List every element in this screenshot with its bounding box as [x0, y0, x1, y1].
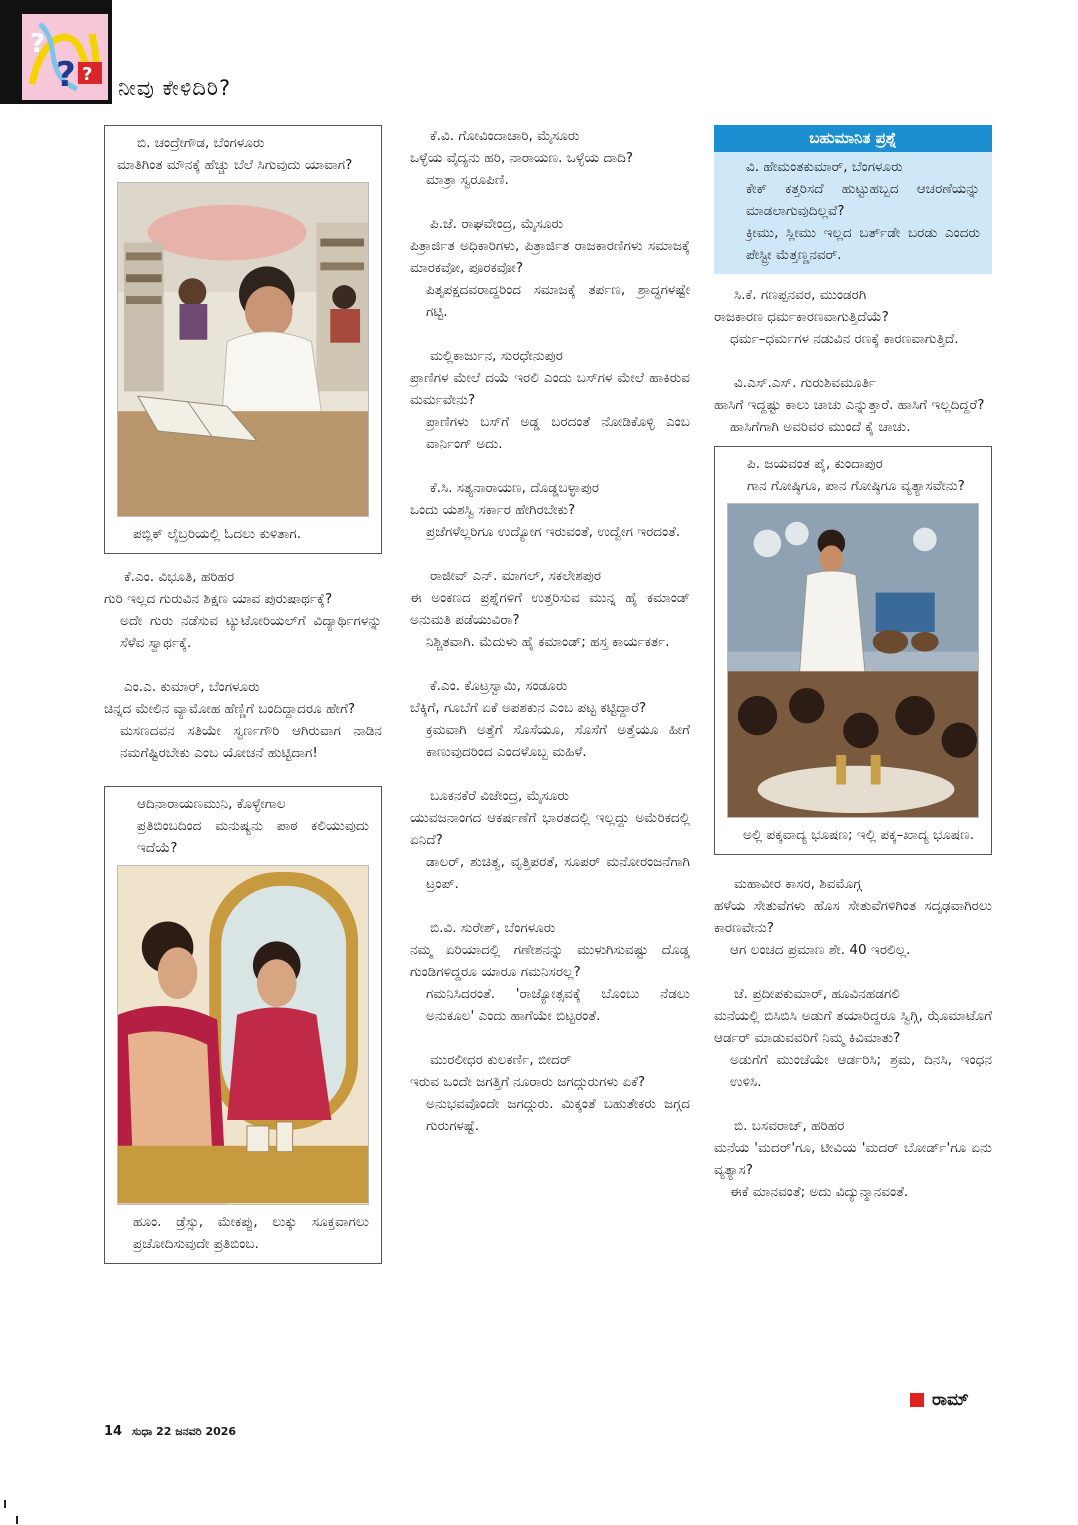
featured-body — [714, 152, 992, 274]
questioner-name: ಬಿ. ಬಸವರಾಜ್, ಹರಿಹರ — [734, 1117, 845, 1134]
question-mark-logo-icon — [22, 14, 108, 100]
mirror-makeup-illustration-icon — [117, 865, 369, 1204]
answer-text: ನಿಶ್ಚಿತವಾಗಿ. ಮೆದುಳು ಹೈ ಕಮಾಂಡ್; ಹಸ್ತ ಕಾರ್ಯಕರ್ತ. — [426, 634, 670, 650]
question-text: ಮನೆಯ 'ಮದರ್'ಗೂ, ಟೀವಿಯ 'ಮದರ್ ಬೋರ್ಡ್'ಗೂ ಏನು ವ್ಯತ್ಯಾಸ? — [714, 1139, 992, 1178]
questioner-name: ಎಂ.ಎ. ಕುಮಾರ್, ಬೆಂಗಳೂರು — [124, 679, 260, 696]
qa-item — [104, 566, 382, 654]
answer-text: ಪ್ರಜೆಗಳೆಲ್ಲರಿಗೂ ಉದ್ಯೋಗ ಇರುವಂತೆ, ಉದ್ವೇಗ ಇರದಂತೆ. — [426, 524, 681, 540]
featured-question-box — [714, 125, 992, 274]
question-text: ಕೇಕ್ ಕತ್ತರಿಸದೆ ಹುಟ್ಟುಹಬ್ಬದ ಆಚರಣೆಯನ್ನು ಮಾಡಲಾಗುವುದಿಲ್ಲವೆ? — [746, 181, 980, 219]
library-illustration-icon — [117, 182, 369, 517]
answer-text: ಹೂಂ. ಡ್ರೆಸ್ಸು, ಮೇಕಪ್ಪು, ಲುಕ್ಕು ಸೂಕ್ತವಾಗಲು ಪ್ರಚೋದಿಸುವುದೇ ಪ್ರತಿಬಿಂಬ. — [133, 1213, 369, 1252]
questioner-name: ಪಿ. ಜಯವಂತ ಪೈ, ಕುಂದಾಪುರ — [747, 456, 883, 472]
illustrated-qa-box-1 — [104, 125, 382, 554]
questioner-name: ಕೆ.ವಿ. ಗೋವಿಂದಾಚಾರಿ, ಮೈಸೂರು — [430, 128, 580, 144]
questioner-name: ಜೆ. ಪ್ರದೀಪಕುಮಾರ್, ಹೂವಿನಹಡಗಲಿ — [734, 985, 900, 1002]
publication-date: ಸುಧಾ 22 ಜನವರಿ 2026 — [131, 1425, 237, 1438]
questioner-name: ಪಿ.ಜೆ. ರಾಘವೇಂದ್ರ, ಮೈಸೂರು — [430, 216, 564, 232]
answer-text: ಪ್ರಾಣಿಗಳು ಬಸ್‌ಗೆ ಅಡ್ಡ ಬರದಂತೆ ನೋಡಿಕೊಳ್ಳಿ ಎಂಬ ವಾರ್ನಿಂಗ್ ಅದು. — [426, 414, 690, 452]
red-square-icon — [910, 1393, 924, 1407]
qa-item — [714, 983, 992, 1093]
column-1 — [104, 125, 382, 1264]
questioner-name: ಬಿ. ಚಂದ್ರೇಗೌಡ, ಬೆಂಗಳೂರು — [137, 135, 265, 151]
qa-item — [410, 785, 690, 895]
featured-heading: ಬಹುಮಾನಿತ ಪ್ರಶ್ನೆ — [714, 125, 992, 152]
qa-item — [410, 1049, 690, 1137]
concert-party-illustration-icon — [727, 503, 979, 818]
signature-text: ರಾಮ್ — [932, 1390, 969, 1410]
answer-text: ಅಡುಗೆಗೆ ಮುಂಚೆಯೇ ಆರ್ಡರಿಸಿ; ಶ್ರಮ, ದಿನಸಿ, ಇಂಧನ ಉಳಿಸಿ. — [730, 1051, 992, 1090]
illustrated-qa-box-3 — [714, 446, 992, 855]
logo-glyph-2: ? — [56, 55, 76, 95]
answer-text: ಡಾಲರ್, ಶುಚಿತ್ವ, ವೃತ್ತಿಪರತೆ, ಸೂಪರ್ ಮನೋರಂಜನೆಗಾಗಿ ಟ್ರಂಪ್. — [426, 854, 690, 892]
page-number: 14 — [104, 1424, 123, 1439]
column-logo — [0, 0, 112, 104]
questioner-name: ಬಿ.ವಿ. ಸುರೇಶ್, ಬೆಂಗಳೂರು — [430, 920, 556, 936]
logo-art — [22, 14, 108, 100]
questioner-name: ರಾಜೀವ್ ಎನ್. ಮಾಗಲ್, ಸಕಲೇಶಪುರ — [430, 568, 602, 584]
answer-text: ಕ್ರಮವಾಗಿ ಅತ್ತೆಗೆ ಸೊಸೆಯೂ, ಸೊಸೆಗೆ ಅತ್ತೆಯೂ ಹೀಗೆ ಕಾಣುವುದರಿಂದ ಎಂದಳೊಬ್ಬ ಮಹಿಳೆ. — [426, 722, 690, 760]
questioner-name: ಕೆ.ಸಿ. ಸತ್ಯನಾರಾಯಣ, ದೊಡ್ಡಬಳ್ಳಾಪುರ — [430, 480, 600, 496]
qa-item — [714, 873, 992, 961]
answer-text: ಅಲ್ಲಿ ಪಕ್ಕವಾದ್ಯ ಭೂಷಣ; ಇಲ್ಲಿ ಪಕ್ಕ–ಖಾದ್ಯ ಭೂಷಣ. — [743, 826, 975, 843]
qa-item — [410, 213, 690, 323]
question-text: ಹಾಸಿಗೆ ಇದ್ದಷ್ಟು ಕಾಲು ಚಾಚು ಎನ್ನುತ್ತಾರೆ. ಹಾಸಿಗೆ ಇಲ್ಲದಿದ್ದರೆ? — [714, 397, 985, 413]
questioner-name: ವಿ. ಹೇಮಂತಕುಮಾರ್, ಬೆಂಗಳೂರು — [746, 159, 903, 175]
question-text: ಗಾನ ಗೋಷ್ಠಿಗೂ, ಪಾನ ಗೋಷ್ಠಿಗೂ ವ್ಯತ್ಯಾಸವೇನು? — [747, 478, 965, 494]
questioner-name: ಕೆ.ಎಂ. ವಿಭೂತಿ, ಹರಿಹರ — [124, 569, 235, 586]
answer-text: ಆಗ ಲಂಚದ ಪ್ರಮಾಣ ಶೇ. 40 ಇರಲಿಲ್ಲ. — [730, 941, 911, 958]
question-text: ಮಾತಿಗಿಂತ ಮೌನಕ್ಕೆ ಹೆಚ್ಚು ಬೆಲೆ ಸಿಗುವುದು ಯಾವಾಗ? — [117, 157, 353, 173]
questioner-name: ಮುರಲೀಧರ ಕುಲಕರ್ಣಿ, ಬೀದರ್ — [430, 1052, 572, 1068]
question-text: ಒಂದು ಯಶಸ್ವಿ ಸರ್ಕಾರ ಹೇಗಿರಬೇಕು? — [410, 502, 576, 518]
question-text: ನಮ್ಮ ಏರಿಯಾದಲ್ಲಿ ಗಣೇಶನನ್ನು ಮುಳುಗಿಸುವಷ್ಟು ದೊಡ್ಡ ಗುಂಡಿಗಳಿದ್ದರೂ ಯಾರೂ ಗಮನಿಸರಲ್ಲ? — [410, 942, 690, 980]
qa-item — [410, 477, 690, 543]
question-text: ರಾಜಕಾರಣ ಧರ್ಮಕಾರಣವಾಗುತ್ತಿದೆಯೆ? — [714, 309, 889, 325]
questioner-name: ಮಲ್ಲಿಕಾರ್ಜುನ, ಸುರಧೇನುಪುರ — [430, 348, 563, 364]
questioner-name: ಆದಿನಾರಾಯಣಮುನಿ, ಕೊಳ್ಳೇಗಾಲ — [137, 796, 286, 813]
qa-item — [714, 1115, 992, 1203]
qa-item — [410, 125, 690, 191]
answer-text: ಮಸಣದವನ ಸತಿಯೇ ಸ್ವರ್ಣಗೌರಿ ಆಗಿರುವಾಗ ನಾಡಿನ ನಮಗೆಷ್ಟಿರಬೇಕು ಎಂಬ ಯೋಚನೆ ಹುಟ್ಟಿದಾಗ! — [120, 723, 382, 762]
answer-text: ಅದೇ ಗುರು ನಡೆಸುವ ಟ್ಯುಟೋರಿಯಲ್‌ಗೆ ವಿದ್ಯಾರ್ಥಿಗಳನ್ನು ಸೆಳೆವ ಸ್ವಾರ್ಥಕ್ಕೆ. — [120, 613, 382, 652]
page-footer — [104, 1424, 236, 1439]
question-text: ಹಳೆಯ ಸೇತುವೆಗಳು ಹೊಸ ಸೇತುವೆಗಳಿಗಿಂತ ಸದೃಢವಾಗಿರಲು ಕಾರಣವೇನು? — [714, 897, 992, 936]
question-text: ಪ್ರತಿಬಿಂಬದಿಂದ ಮನುಷ್ಯನು ಪಾಠ ಕಲಿಯುವುದು ಇದೆಯೆ? — [137, 818, 369, 857]
answer-text: ಮಾತ್ರಾ ಸ್ವರೂಪಿಣಿ. — [426, 172, 509, 188]
answer-text: ಕ್ರೀಮು, ಸ್ಲೀಮು ಇಲ್ಲದ ಬರ್ತ್‌ಡೇ ಬರಡು ಎಂದರು ಪೇಸ್ಟ್ರೀ ಮೆತ್ತಣ್ಣನವರ್. — [746, 225, 980, 263]
answer-text: ಈಕೆ ಮಾನವಂತೆ; ಅದು ವಿದ್ಯುನ್ಮಾನವಂತೆ. — [730, 1183, 909, 1200]
question-text: ಪಿತ್ರಾರ್ಜಿತ ಅಧಿಕಾರಿಗಳು, ಪಿತ್ರಾರ್ಜಿತ ರಾಜಕಾರಣಿಗಳು ಸಮಾಜಕ್ಕೆ ಮಾರಕವೋ, ಪೂರಕವೋ? — [410, 238, 690, 276]
questioner-name: ಮಹಾವೀರ ಕಾಸರ, ಶಿವಮೊಗ್ಗ — [734, 875, 862, 892]
qa-item — [714, 372, 992, 438]
qa-item — [410, 565, 690, 653]
qa-item — [410, 345, 690, 455]
crop-mark — [4, 1500, 6, 1508]
question-text: ಯುವಜನಾಂಗದ ಆಕರ್ಷಣೆಗೆ ಭಾರತದಲ್ಲಿ ಇಲ್ಲದ್ದು ಅಮೆರಿಕದಲ್ಲಿ ಏನಿದೆ? — [410, 810, 690, 848]
question-text: ಒಳ್ಳೆಯ ವೈದ್ಯನು ಹರಿ, ನಾರಾಯಣ. ಒಳ್ಳೆಯ ದಾದಿ? — [410, 150, 634, 166]
question-text: ಗುರಿ ಇಲ್ಲದ ಗುರುವಿನ ಶಿಕ್ಷಣ ಯಾವ ಪುರುಷಾರ್ಥಕ್ಕೆ? — [104, 591, 333, 608]
question-text: ಮನೆಯಲ್ಲಿ ಬಿಸಿಬಿಸಿ ಅಡುಗೆ ತಯಾರಿದ್ದರೂ ಸ್ವಿಗ್ಗಿ, ಝೊಮಾಟೊಗೆ ಆರ್ಡರ್ ಮಾಡುವವರಿಗೆ ನಿಮ್ಮ ಕಿವಿಮಾತು? — [714, 1007, 992, 1046]
question-text: ಈ ಅಂಕಣದ ಪ್ರಶ್ನೆಗಳಿಗೆ ಉತ್ತರಿಸುವ ಮುನ್ನ ಹೈ ಕಮಾಂಡ್ ಅನುಮತಿ ಪಡೆಯುವಿರಾ? — [410, 590, 690, 628]
answer-text: ಅನುಭವವೊಂದೇ ಜಗದ್ಗುರು. ಮಿಕ್ಕಂತೆ ಬಹುತೇಕರು ಜಗ್ಗದ ಗುರುಗಳಷ್ಟೆ. — [426, 1096, 690, 1134]
questioner-name: ಸಿ.ಕೆ. ಗಣಪ್ಪನವರ, ಮುಂಡರಗಿ — [734, 287, 867, 303]
qa-item — [410, 917, 690, 1027]
questioner-name: ಕೆ.ಎಂ. ಕೊಟ್ರಸ್ವಾಮಿ, ಸಂಡೂರು — [430, 678, 568, 694]
column-2 — [410, 125, 690, 1159]
crop-mark — [16, 1516, 18, 1524]
section-title: ನೀವು ಕೇಳಿದಿರಿ? — [118, 76, 232, 100]
answer-text: ಗಮನಿಸಿದರಂತೆ. 'ರಾಜ್ಯೋತ್ಸವಕ್ಕೆ ಬೊಂಬು ನೆಡಲು ಅನುಕೂಲ' ಎಂದು ಹಾಗೆಯೇ ಬಿಟ್ಟರಂತೆ. — [426, 986, 690, 1024]
qa-item — [410, 675, 690, 763]
answer-text: ಧರ್ಮ–ಧರ್ಮಗಳ ನಡುವಿನ ರಣಕ್ಕೆ ಕಾರಣವಾಗುತ್ತಿದೆ. — [730, 331, 959, 347]
logo-glyph-3: ? — [82, 64, 93, 85]
answer-text: ಹಾಸಿಗೆಗಾಗಿ ಅವರಿವರ ಮುಂದೆ ಕೈ ಚಾಚು. — [730, 419, 911, 435]
question-text: ಪ್ರಾಣಿಗಳ ಮೇಲೆ ದಯೆ ಇರಲಿ ಎಂದು ಬಸ್‌ಗಳ ಮೇಲೆ ಹಾಕಿರುವ ಮರ್ಮವೇನು? — [410, 370, 690, 408]
column-3 — [714, 125, 992, 1225]
logo-glyph-1: ? — [30, 29, 46, 59]
qa-item — [714, 284, 992, 350]
author-signature — [910, 1390, 969, 1410]
question-text: ಚಿನ್ನದ ಮೇಲಿನ ವ್ಯಾಮೋಹ ಹೆಣ್ಣಿಗೆ ಬಂದಿದ್ದಾದರೂ ಹೇಗೆ? — [104, 701, 356, 718]
illustrated-qa-box-2 — [104, 786, 382, 1263]
questioner-name: ವಿ.ಎಸ್.ಎಸ್. ಗುರುಶಿವಮೂರ್ತಿ — [734, 375, 876, 391]
answer-text: ಪಿತೃಪಕ್ಷದವರಾದ್ದರಿಂದ ಸಮಾಜಕ್ಕೆ ತರ್ಪಣ, ಶ್ರಾದ್ಧಗಳಷ್ಟೇ ಗಟ್ಟಿ. — [426, 282, 690, 320]
question-text: ಇರುವ ಒಂದೇ ಜಗತ್ತಿಗೆ ನೂರಾರು ಜಗದ್ಗುರುಗಳು ಏಕೆ? — [410, 1074, 646, 1090]
answer-text: ಪಬ್ಲಿಕ್ ಲೈಬ್ರರಿಯಲ್ಲಿ ಓದಲು ಕುಳಿತಾಗ. — [133, 526, 302, 543]
qa-item — [104, 676, 382, 764]
questioner-name: ಬೂಕನಕೆರೆ ವಿಜೇಂದ್ರ, ಮೈಸೂರು — [430, 788, 569, 804]
question-text: ಬೆಕ್ಕಿಗೆ, ಗೂಬೆಗೆ ಏಕೆ ಅಪಶಕುನ ಎಂಬ ಪಟ್ಟ ಕಟ್ಟಿದ್ದಾರೆ? — [410, 700, 647, 716]
